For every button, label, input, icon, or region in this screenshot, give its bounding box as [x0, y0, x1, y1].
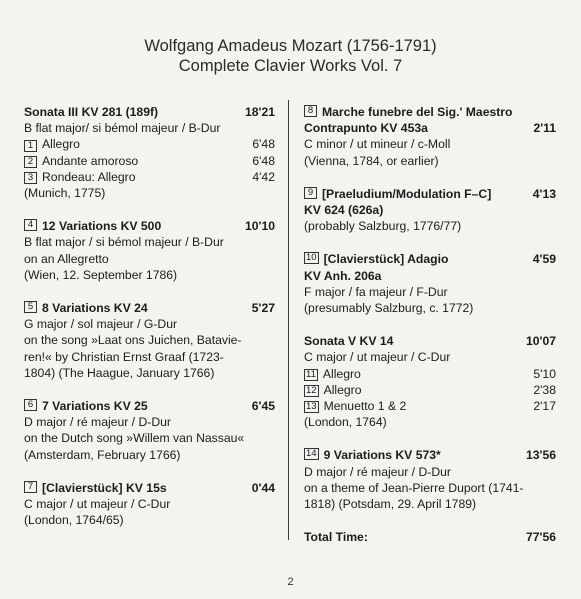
work-title: 8 Variations KV 24	[42, 301, 148, 316]
work-duration: 5'27	[251, 301, 275, 316]
work-duration-cont: 2'11	[533, 121, 556, 136]
work-detail-line: C major / ut majeur / C-Dur	[24, 497, 171, 512]
work-title: 9 Variations KV 573*	[323, 448, 441, 463]
track-number-box: 10	[306, 252, 317, 264]
movement-duration: 6'48	[252, 153, 275, 168]
work-detail-line: (London, 1764)	[304, 415, 387, 430]
work-duration: 13'56	[525, 448, 556, 463]
track-number-box: 11	[306, 368, 316, 380]
movement-label	[304, 398, 406, 414]
work-detail-line: C major / ut majeur / C-Dur	[304, 350, 451, 365]
work-entry	[24, 398, 275, 463]
track-number-box: 3	[24, 172, 37, 184]
work-duration: 6'45	[251, 399, 275, 414]
work-title-wrap	[24, 218, 161, 234]
movement-duration: 4'42	[252, 169, 275, 184]
movement-row	[24, 169, 275, 185]
movement-row	[24, 136, 275, 152]
total-time-label: Total Time:	[304, 530, 368, 545]
movement-title: Andante amoroso	[42, 153, 139, 168]
work-entry	[24, 218, 275, 283]
column-divider	[288, 100, 289, 540]
track-number-box: 6	[24, 399, 37, 411]
work-detail-line: on the Dutch song »Willem van Nassau«	[24, 431, 245, 446]
track-number-box: 2	[24, 156, 37, 168]
work-entry	[24, 104, 275, 201]
total-time-value: 77'56	[525, 530, 556, 545]
track-number-box: 13	[306, 401, 317, 413]
work-duration	[550, 104, 556, 120]
work-detail-line: ren!« by Christian Ernst Graaf (1723-	[24, 349, 224, 364]
track-number-box: 4	[24, 219, 37, 231]
movement-title: Allegro	[42, 137, 80, 152]
work-title-wrap	[304, 186, 491, 202]
work-detail-line: (Munich, 1775)	[24, 186, 106, 201]
work-title: 7 Variations KV 25	[42, 399, 148, 414]
work-title-wrap	[24, 398, 148, 414]
work-title: Sonata V KV 14	[304, 334, 394, 349]
work-detail-line: (London, 1764/65)	[24, 513, 124, 528]
movement-label	[24, 169, 136, 185]
work-title-cont-line	[304, 120, 556, 136]
work-title-cont: KV Anh. 206a	[304, 268, 382, 283]
work-duration: 10'10	[244, 219, 275, 234]
volume-line: Complete Clavier Works Vol. 7	[178, 57, 403, 75]
track-number-box: 14	[306, 448, 317, 460]
composer-line: Wolfgang Amadeus Mozart (1756-1791)	[144, 37, 437, 55]
work-title-wrap	[304, 104, 513, 120]
movement-title: Menuetto 1 & 2	[323, 399, 407, 414]
track-number-box: 9	[304, 187, 317, 199]
movement-row	[24, 153, 275, 169]
work-title-line	[24, 218, 275, 234]
work-title: Marche funebre del Sig.' Maestro	[322, 105, 513, 119]
work-detail-line: B flat major / si bémol majeur / B-Dur	[24, 235, 224, 250]
work-detail-line: D major / ré majeur / D-Dur	[304, 464, 451, 479]
work-title-wrap	[304, 333, 393, 349]
movement-row	[304, 398, 556, 414]
work-title-line	[24, 398, 275, 414]
work-detail-line: 1804) (The Haague, January 1766)	[24, 365, 215, 380]
work-duration: 10'07	[525, 334, 556, 349]
work-duration: 18'21	[244, 105, 275, 119]
work-title-line	[304, 104, 556, 120]
movement-duration: 5'10	[533, 366, 556, 381]
work-entry	[304, 104, 556, 169]
work-title: Sonata III KV 281 (189f)	[24, 105, 159, 119]
movement-label	[24, 136, 80, 152]
work-title-line	[304, 251, 556, 267]
work-detail-line: D major / ré majeur / D-Dur	[24, 415, 171, 430]
work-title-wrap	[304, 251, 448, 267]
work-detail-line: F major / fa majeur / F-Dur	[304, 284, 448, 299]
work-title-line	[304, 186, 556, 202]
page-number: 2	[287, 576, 294, 588]
work-title-line	[304, 333, 556, 349]
movement-label	[24, 153, 138, 169]
work-duration: 0'44	[251, 480, 275, 495]
right-column	[304, 104, 556, 545]
work-detail-line: on an Allegretto	[24, 251, 109, 266]
track-number-box: 12	[306, 384, 317, 396]
total-time-row	[304, 529, 556, 545]
work-entry	[24, 480, 275, 529]
work-title: 12 Variations KV 500	[42, 219, 162, 234]
track-number-box: 1	[24, 140, 37, 152]
work-detail-line: (presumably Salzburg, c. 1772)	[304, 301, 474, 316]
work-detail-line: B flat major/ si bémol majeur / B-Dur	[24, 121, 221, 136]
work-detail-line: on a theme of Jean-Pierre Duport (1741-	[304, 480, 524, 495]
work-title: [Clavierstück] KV 15s	[42, 480, 167, 495]
track-number-box: 7	[24, 481, 37, 493]
movement-row	[304, 366, 556, 382]
movement-title: Allegro	[323, 382, 362, 397]
movement-title: Rondeau: Allegro	[42, 169, 136, 184]
track-number-box: 8	[304, 105, 317, 117]
work-title-wrap	[24, 300, 148, 316]
work-entry	[24, 300, 275, 381]
movement-label	[304, 366, 361, 382]
left-column	[24, 104, 275, 545]
work-detail-line: 1818) (Potsdam, 29. April 1789)	[304, 497, 477, 512]
movement-duration: 2'17	[533, 399, 556, 414]
work-entry	[304, 251, 556, 316]
work-title-wrap	[24, 104, 158, 120]
track-number-box: 5	[24, 301, 37, 313]
work-title-line	[24, 300, 275, 316]
work-title-line	[24, 104, 275, 120]
work-title-cont-line	[304, 268, 556, 284]
movement-row	[304, 382, 556, 398]
work-duration: 4'13	[532, 186, 556, 201]
work-duration: 4'59	[532, 252, 556, 267]
work-detail-line: on the song »Laat ons Juichen, Batavie-	[24, 333, 242, 348]
work-title-line	[304, 447, 556, 463]
work-title-wrap	[304, 447, 441, 463]
work-title: [Praeludium/Modulation F–C]	[322, 186, 492, 201]
movement-label	[304, 382, 362, 398]
work-title-cont-line	[304, 202, 556, 218]
movement-title: Allegro	[322, 366, 361, 381]
work-title-wrap	[24, 480, 167, 496]
work-title-cont: Contrapunto KV 453a	[304, 121, 428, 136]
movement-duration: 2'38	[533, 382, 556, 397]
work-entry	[304, 447, 556, 512]
work-detail-line: C minor / ut mineur / c-Moll	[304, 137, 451, 152]
work-detail-line: G major / sol majeur / G-Dur	[24, 317, 178, 332]
work-detail-line: (Amsterdam, February 1766)	[24, 447, 181, 462]
work-title-line	[24, 480, 275, 496]
work-entry	[304, 186, 556, 235]
work-entry	[304, 333, 556, 430]
work-title-cont: KV 624 (626a)	[304, 203, 384, 218]
work-detail-line: (Wien, 12. September 1786)	[24, 267, 178, 282]
movement-duration: 6'48	[252, 137, 275, 152]
work-detail-line: (probably Salzburg, 1776/77)	[304, 219, 462, 234]
work-title: [Clavierstück] Adagio	[323, 252, 449, 267]
header	[0, 36, 581, 76]
work-detail-line: (Vienna, 1784, or earlier)	[304, 153, 439, 168]
